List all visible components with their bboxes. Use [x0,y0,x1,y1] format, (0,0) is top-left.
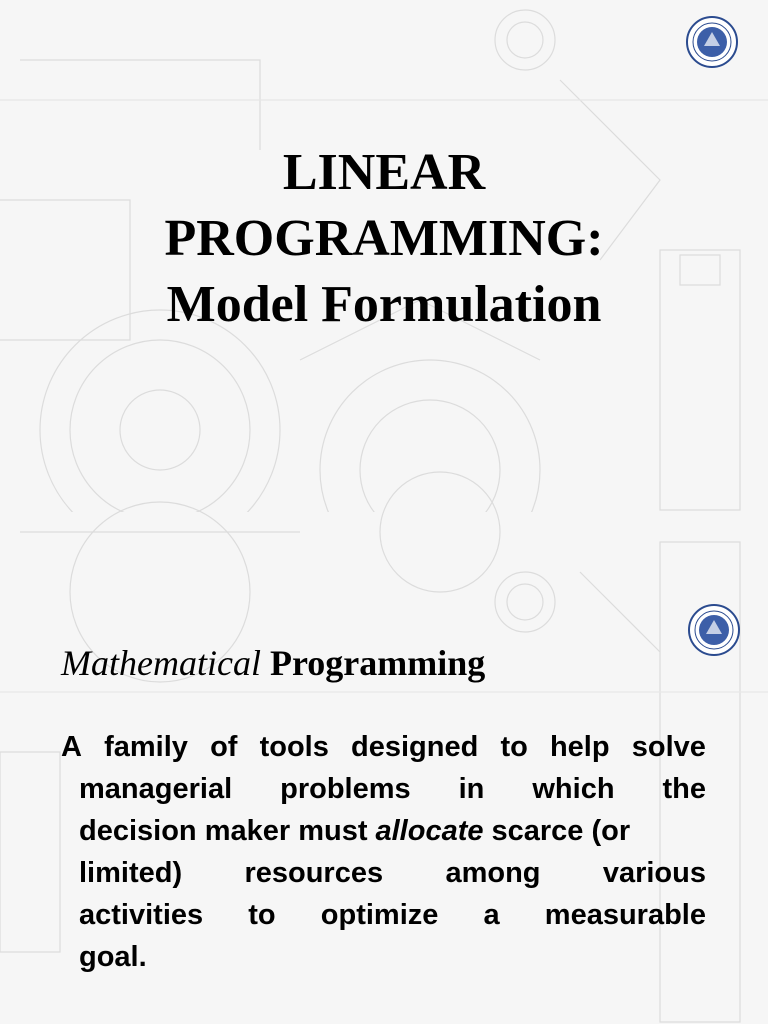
body-word: resources [244,857,384,889]
body-word: to [500,731,528,763]
slide-subheading [61,642,485,684]
body-line [61,894,706,936]
body-line-text: scarce (or [491,815,631,847]
title-line-3: Model Formulation [166,276,602,333]
body-word: solve [631,731,706,763]
subheading-normal: Programming [269,643,486,683]
body-word: family [104,731,188,763]
body-word: activities [79,899,204,931]
definition-paragraph [61,726,706,978]
body-word: problems [280,773,411,805]
title-line-1: LINEAR [282,144,486,201]
body-word: of [210,731,238,763]
allocate-emphasis: allocate [375,815,484,847]
body-word: a [483,899,500,931]
body-word: measurable [544,899,706,931]
body-word: among [445,857,541,889]
title-line-2: PROGRAMMING: [164,210,604,267]
university-seal-icon [686,16,738,68]
body-line-text: goal. [79,941,147,973]
body-word: designed [351,731,479,763]
body-line-text: decision maker must [79,815,368,847]
body-line [61,810,706,852]
body-word: A [61,731,82,763]
body-line [61,852,706,894]
body-word: limited) [79,857,183,889]
body-word: optimize [320,899,439,931]
body-word: the [662,773,706,805]
body-word: which [532,773,615,805]
body-word: in [458,773,485,805]
body-line [61,936,706,978]
body-word: tools [259,731,329,763]
body-line [61,768,706,810]
university-seal-icon [688,604,740,656]
body-word: to [248,899,276,931]
body-word: help [549,731,610,763]
slide-title [0,140,768,338]
slide-2 [0,512,768,1024]
subheading-italic: Mathematical [61,643,261,683]
body-word: managerial [79,773,233,805]
body-line [61,726,706,768]
body-word: various [602,857,706,889]
